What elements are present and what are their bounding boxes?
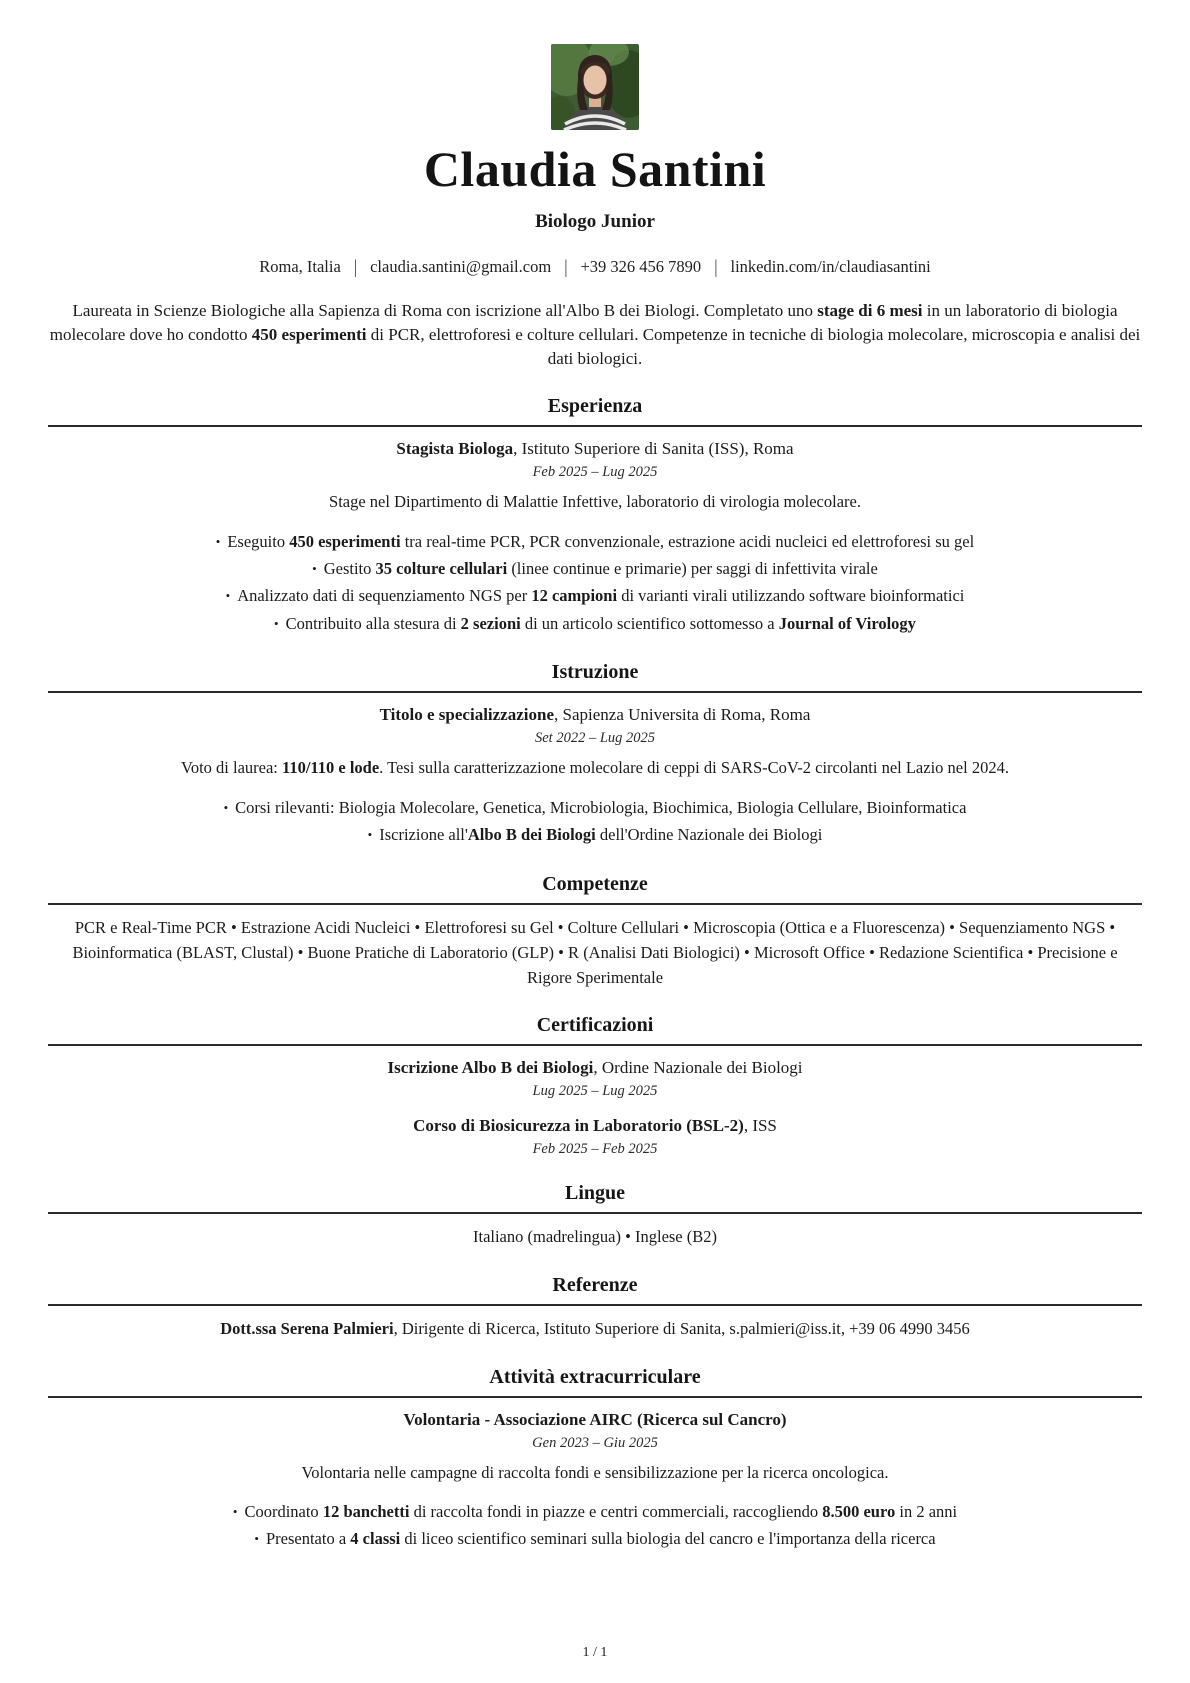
education-title: Titolo e specializzazione, Sapienza Universita di Roma, Roma [379,705,811,725]
list-item [48,795,1142,822]
bullet-icon: • [254,1531,259,1547]
contact-separator: | [714,255,718,278]
page-number: 1 / 1 [582,1645,608,1660]
section-divider [48,691,1142,693]
experience-bullets [48,528,1142,637]
certification-title: Iscrizione Albo B dei Biologi, Ordine Nazionale dei Biologi [387,1058,803,1078]
bullet-icon: • [215,533,221,549]
experience-date: Feb 2025 – Lug 2025 [532,464,658,481]
education-date: Set 2022 – Lug 2025 [534,730,656,747]
section-heading-lingue: Lingue [564,1182,626,1205]
cv-header [48,44,1142,371]
volunteering-title: Volontaria - Associazione AIRC (Ricerca sul Cancro) [403,1409,787,1429]
volunteering-date: Gen 2023 – Giu 2025 [532,1434,658,1451]
bullet-icon: • [274,615,279,631]
contact-linkedin: linkedin.com/in/claudiasantini [730,257,931,276]
section-heading-esperienza: Esperienza [547,395,643,418]
bullet-text: Iscrizione all'Albo B dei Biologi dell'Ordine Nazionale dei Biologi [379,825,823,845]
contact-line [48,257,1142,277]
certification-entry [48,1057,1142,1100]
section-competenze [48,873,1142,990]
contact-separator: | [353,255,358,278]
education-bullets [48,795,1142,850]
section-divider [48,1396,1142,1398]
profile-photo [551,44,639,130]
summary-text: Laureata in Scienze Biologiche alla Sapienza di Roma con iscrizione all'Albo B dei Biologi. Completato uno stage di 6 mesi in un laboratorio di biologia molecolare dove ho condotto 450 esperimenti di PCR, elettroforesi e colture cellulari. Competenze in tecniche di biologia molecolare, microscopia e analisi dei dati biologici. [49,301,1141,369]
section-heading-attivita: Attività extracurriculare [489,1365,701,1388]
contact-location: Roma, Italia [259,257,341,276]
bullet-text: Analizzato dati di sequenziamento NGS per 12 campioni di varianti virali utilizzando software bioinformatici [237,586,965,606]
section-divider [48,1044,1142,1046]
bullet-text: Gestito 35 colture cellulari (linee continue e primarie) per saggi di infettivita virale [323,559,878,579]
bullet-icon: • [223,800,229,815]
bullet-text: Coordinato 12 banchetti di raccolta fondi in piazze e centri commerciali, raccogliendo 8.500 euro in 2 anni [244,1502,958,1522]
section-lingue [48,1182,1142,1250]
section-heading-istruzione: Istruzione [551,661,639,684]
experience-description: Stage nel Dipartimento di Malattie Infettive, laboratorio di virologia molecolare. [329,492,861,512]
list-item [48,610,1142,637]
section-divider [48,1212,1142,1214]
list-item [48,822,1142,849]
list-item [48,528,1142,555]
section-certificazioni [48,1014,1142,1158]
bullet-icon: • [367,827,373,843]
volunteering-entry [48,1409,1142,1554]
certification-title: Corso di Biosicurezza in Laboratorio (BSL-2), ISS [413,1116,777,1136]
section-heading-referenze: Referenze [552,1273,638,1296]
section-divider [48,903,1142,905]
section-divider [48,425,1142,427]
page-title: Claudia Santini [423,141,767,197]
reference-text: Dott.ssa Serena Palmieri, Dirigente di Ricerca, Istituto Superiore di Sanita, s.palmieri@iss.it, +39 06 4990 3456 [220,1318,970,1338]
skills-list: PCR e Real-Time PCR • Estrazione Acidi Nucleici • Elettroforesi su Gel • Colture Cellulari • Microscopia (Ottica e a Fluorescenza) • Sequenziamento NGS • Bioinformatica (BLAST, Clustal) • Buone Pratiche di Laboratorio (GLP) • R (Analisi Dati Biologici) • Microsoft Office • Redazione Scientifica • Precisione e Rigore Sperimentale [72,918,1118,987]
languages-list: Italiano (madrelingua) • Inglese (B2) [472,1227,718,1247]
education-description: Voto di laurea: 110/110 e lode. Tesi sulla caratterizzazione molecolare di ceppi di SARS-CoV-2 circolanti nel Lazio nel 2024. [181,758,1009,778]
volunteering-bullets [48,1499,1142,1554]
section-divider [48,1304,1142,1306]
bullet-icon: • [225,588,231,604]
section-referenze [48,1274,1142,1342]
section-heading-certificazioni: Certificazioni [536,1014,654,1037]
certification-date: Lug 2025 – Lug 2025 [532,1083,658,1100]
bullet-text: Corsi rilevanti: Biologia Molecolare, Genetica, Microbiologia, Biochimica, Biologia Cellulare, Bioinformatica [235,798,967,817]
experience-title: Stagista Biologa, Istituto Superiore di Sanita (ISS), Roma [396,439,794,459]
list-item [48,556,1142,583]
list-item [48,583,1142,610]
experience-entry [48,438,1142,637]
list-item [48,1499,1142,1526]
bullet-icon: • [232,1504,238,1520]
bullet-text: Eseguito 450 esperimenti tra real-time PCR, PCR convenzionale, estrazione acidi nucleici ed elettroforesi su gel [227,531,975,551]
certification-date: Feb 2025 – Feb 2025 [532,1141,658,1158]
bullet-icon: • [312,561,317,577]
section-heading-competenze: Competenze [542,873,648,896]
volunteering-description: Volontaria nelle campagne di raccolta fondi e sensibilizzazione per la ricerca oncologica. [301,1462,889,1482]
education-entry [48,704,1142,849]
contact-email: claudia.santini@gmail.com [370,257,552,276]
bullet-text: Presentato a 4 classi di liceo scientifico seminari sulla biologia del cancro e l'importanza della ricerca [265,1529,936,1549]
section-attivita-extracurriculare [48,1366,1142,1554]
profile-photo-illustration [551,44,639,130]
contact-phone: +39 326 456 7890 [580,257,702,276]
bullet-text: Contribuito alla stesura di 2 sezioni di un articolo scientifico sottomesso a Journal of Virology [285,613,916,633]
section-istruzione [48,661,1142,849]
certification-entry [48,1115,1142,1158]
list-item [48,1526,1142,1553]
job-title: Biologo Junior [535,211,655,232]
contact-separator: | [564,255,568,278]
section-esperienza [48,395,1142,637]
